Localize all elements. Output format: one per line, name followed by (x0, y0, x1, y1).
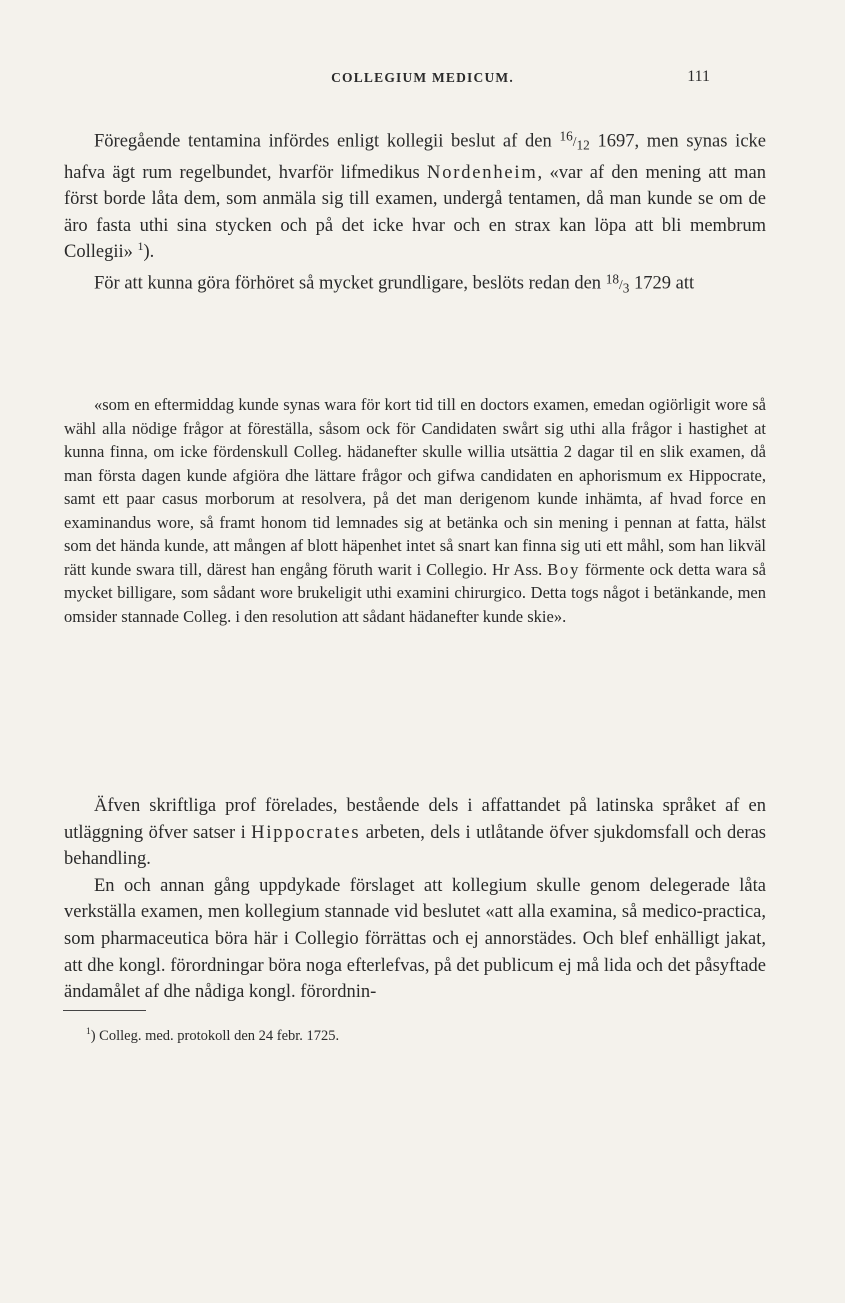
footnote-ref: 1 (137, 239, 144, 254)
person-name: Boy (547, 559, 581, 579)
block-quote (64, 393, 766, 628)
paragraph-4: En och annan gång uppdykade förslaget att kollegium skulle genom delegerade låta verkställa examen, men kollegium stannade vid beslutet «att alla examina, så medico-practica, som pharmaceutica böra här i Collegio förrättas och ej annorstädes. Och blef enhälligt jakat, att dhe kongl. förordningar böra noga efterlefvas, på det publicum ej må lida och det påsyftade ändamålet af dhe nådiga kongl. förordnin- (64, 875, 766, 1003)
date-fraction: $^{16}/_{12}$ (559, 129, 590, 154)
footnote-divider (63, 1010, 146, 1011)
opening-text (64, 124, 766, 302)
person-name: Nordenheim (427, 162, 538, 183)
page-header (0, 68, 845, 88)
paragraph-3: Äfven skriftliga prof förelades, bestående dels i affattandet på latinska språket af en utläggning öfver satser i Hippocrates arbeten, dels i utlåtande öfver sjukdomsfall och deras behandling. (64, 796, 766, 870)
page-number: 111 (687, 68, 710, 85)
footnote-marker: 1 (86, 1027, 91, 1038)
footnote: $^1$) Colleg. med. protokoll den 24 febr. 1725. (86, 1027, 340, 1044)
paragraph-2: För att kunna göra förhöret så mycket grundligare, beslöts redan den $^{18}/_3$ 1729 att (94, 271, 695, 296)
person-name: Hippocrates (251, 822, 361, 843)
quote-paragraph: «som en eftermiddag kunde synas wara för kort tid till en doctors examen, emedan ogiörligit wore så wähl alla nödige frågor at föreställa, såsom ock för Candidaten swårt sig uthi alla frågor i hastighet at kunna finna, om icke fördenskull Colleg. hädanefter skulle willia utsättia 2 dagar til en slik examen, då man första dagen kunde afgiöra dhe lättare frågor och gifwa candidaten en aphorismum ex Hippocrate, samt ett paar casus morborum at resolvera, på det man derigenom kunde inhämta, af hvad force en examinandus wore, så framt honom tid lemnades sig at betänka och sin mening i pennan at fatta, hälst som det hända kunde, att mången af blott häpenhet intet så snart kan finna sig uti ett måhl, som han likväl rätt kunde swara till, därest han engång föruth warit i Collegio. Hr Ass. Boy förmente ock detta wara så mycket billigare, som sådant wore brukeligit uthi examini chirurgico. Detta togs något i betänkande, men omsider stannade Colleg. i den resolution att sådant hädanefter kunde skie». (64, 395, 766, 626)
closing-text (64, 793, 766, 1006)
date-fraction: $^{18}/_3$ (605, 271, 630, 296)
paragraph-1: Föregående tentamina infördes enligt kollegii beslut af den $^{16}/_{12}$ 1697, men synas icke hafva ägt rum regelbundet, hvarför lifmedikus Nordenheim, «var af den mening att man först borde låta dem, som anmäla sig till examen, undergå tentamen, då man kunde se om de äro fasta uthi sina stycken och på det icke hvar och en strax kan löpa att bli membrum Collegii» $^1$). (64, 129, 766, 263)
running-head: COLLEGIUM MEDICUM. (331, 70, 514, 85)
